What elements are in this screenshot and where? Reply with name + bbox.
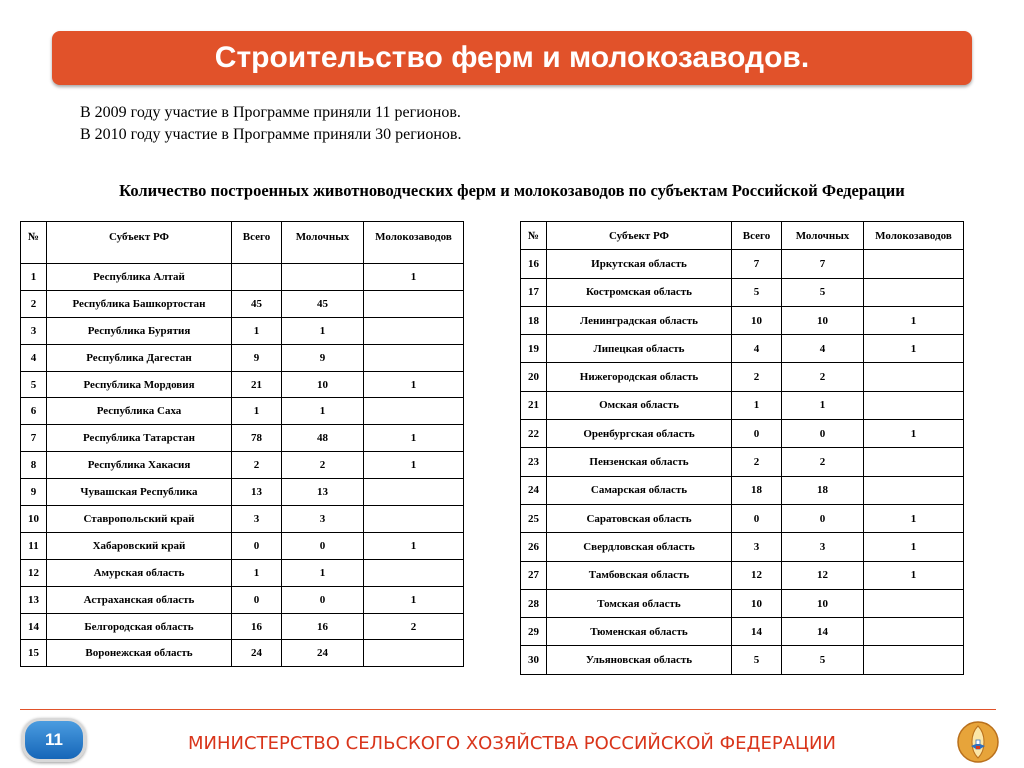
- row-number: 6: [21, 398, 47, 425]
- region-name: Воронежская область: [47, 640, 232, 667]
- table-row: [21, 425, 464, 452]
- row-number: 8: [21, 452, 47, 479]
- table-row: [521, 391, 964, 419]
- table-row: [21, 532, 464, 559]
- row-number: 12: [21, 559, 47, 586]
- header-total: Всего: [732, 222, 782, 250]
- region-name: Республика Мордовия: [47, 371, 232, 398]
- region-name: Тамбовская область: [547, 561, 732, 589]
- dairy-farm-count: 18: [782, 476, 864, 504]
- table-row: [21, 559, 464, 586]
- region-name: Иркутская область: [547, 250, 732, 278]
- dairy-plant-count: [364, 398, 464, 425]
- row-number: 16: [521, 250, 547, 278]
- region-name: Костромская область: [547, 278, 732, 306]
- table-row: [521, 420, 964, 448]
- dairy-farm-count: 0: [782, 420, 864, 448]
- table-row: [521, 335, 964, 363]
- header-dairy-plants: Молокозаводов: [864, 222, 964, 250]
- region-name: Амурская область: [47, 559, 232, 586]
- dairy-plant-count: [864, 448, 964, 476]
- dairy-plant-count: [864, 278, 964, 306]
- row-number: 23: [521, 448, 547, 476]
- dairy-plant-count: [864, 363, 964, 391]
- dairy-plant-count: [864, 391, 964, 419]
- table-row: [21, 264, 464, 291]
- row-number: 9: [21, 479, 47, 506]
- row-number: 28: [521, 589, 547, 617]
- total-count: 24: [232, 640, 282, 667]
- region-name: Республика Саха: [47, 398, 232, 425]
- row-number: 1: [21, 264, 47, 291]
- region-name: Ставропольский край: [47, 506, 232, 533]
- table-row: [521, 533, 964, 561]
- total-count: 21: [232, 371, 282, 398]
- dairy-plant-count: [864, 250, 964, 278]
- region-name: Саратовская область: [547, 504, 732, 532]
- table-row: [21, 398, 464, 425]
- total-count: 4: [732, 335, 782, 363]
- dairy-plant-count: 1: [864, 306, 964, 334]
- row-number: 21: [521, 391, 547, 419]
- row-number: 10: [21, 506, 47, 533]
- dairy-plant-count: 1: [364, 586, 464, 613]
- row-number: 7: [21, 425, 47, 452]
- dairy-plant-count: 1: [364, 371, 464, 398]
- dairy-farm-count: [282, 264, 364, 291]
- header-subject: Субъект РФ: [47, 222, 232, 264]
- dairy-farm-count: 3: [782, 533, 864, 561]
- header-number: №: [21, 222, 47, 264]
- table-row: [21, 506, 464, 533]
- table-row: [521, 561, 964, 589]
- row-number: 24: [521, 476, 547, 504]
- dairy-plant-count: [364, 317, 464, 344]
- header-subject: Субъект РФ: [547, 222, 732, 250]
- dairy-farm-count: 16: [282, 613, 364, 640]
- table-row: [21, 640, 464, 667]
- row-number: 29: [521, 618, 547, 646]
- total-count: 14: [732, 618, 782, 646]
- table-row: [521, 504, 964, 532]
- table-row: [521, 618, 964, 646]
- total-count: 13: [232, 479, 282, 506]
- regions-table-left-body: [21, 264, 464, 667]
- region-name: Республика Алтай: [47, 264, 232, 291]
- region-name: Хабаровский край: [47, 532, 232, 559]
- total-count: [232, 264, 282, 291]
- region-name: Свердловская область: [547, 533, 732, 561]
- region-name: Нижегородская область: [547, 363, 732, 391]
- total-count: 0: [232, 586, 282, 613]
- table-row: [521, 476, 964, 504]
- region-name: Самарская область: [547, 476, 732, 504]
- region-name: Тюменская область: [547, 618, 732, 646]
- region-name: Республика Башкортостан: [47, 290, 232, 317]
- dairy-farm-count: 1: [282, 398, 364, 425]
- table-row: [21, 290, 464, 317]
- region-name: Оренбургская область: [547, 420, 732, 448]
- table-row: [21, 344, 464, 371]
- row-number: 2: [21, 290, 47, 317]
- region-name: Омская область: [547, 391, 732, 419]
- dairy-farm-count: 14: [782, 618, 864, 646]
- page-number-badge: 11: [22, 718, 86, 762]
- title-banner: [52, 31, 972, 85]
- dairy-farm-count: 1: [282, 317, 364, 344]
- total-count: 5: [732, 278, 782, 306]
- dairy-plant-count: [864, 589, 964, 617]
- dairy-farm-count: 10: [782, 589, 864, 617]
- dairy-plant-count: 1: [864, 533, 964, 561]
- dairy-plant-count: [364, 479, 464, 506]
- intro-line-2010: В 2010 году участие в Программе приняли 30 регионов.: [80, 126, 462, 143]
- dairy-farm-count: 2: [782, 448, 864, 476]
- table-row: [521, 278, 964, 306]
- region-name: Пензенская область: [547, 448, 732, 476]
- row-number: 5: [21, 371, 47, 398]
- dairy-plant-count: [864, 618, 964, 646]
- total-count: 7: [732, 250, 782, 278]
- region-name: Республика Бурятия: [47, 317, 232, 344]
- table-row: [21, 586, 464, 613]
- dairy-plant-count: 1: [364, 425, 464, 452]
- dairy-farm-count: 48: [282, 425, 364, 452]
- total-count: 0: [232, 532, 282, 559]
- region-name: Республика Татарстан: [47, 425, 232, 452]
- dairy-plant-count: 1: [364, 264, 464, 291]
- ministry-name: МИНИСТЕРСТВО СЕЛЬСКОГО ХОЗЯЙСТВА РОССИЙСКОЙ ФЕДЕРАЦИИ: [188, 733, 836, 754]
- total-count: 2: [232, 452, 282, 479]
- table-header-row: [521, 222, 964, 250]
- region-name: Республика Дагестан: [47, 344, 232, 371]
- total-count: 78: [232, 425, 282, 452]
- total-count: 3: [732, 533, 782, 561]
- table-row: [521, 306, 964, 334]
- dairy-farm-count: 9: [282, 344, 364, 371]
- dairy-farm-count: 2: [282, 452, 364, 479]
- intro-text: [80, 102, 461, 146]
- total-count: 12: [732, 561, 782, 589]
- total-count: 2: [732, 448, 782, 476]
- dairy-plant-count: [364, 640, 464, 667]
- row-number: 19: [521, 335, 547, 363]
- region-name: Астраханская область: [47, 586, 232, 613]
- table-row: [521, 448, 964, 476]
- total-count: 9: [232, 344, 282, 371]
- total-count: 5: [732, 646, 782, 674]
- table-row: [21, 317, 464, 344]
- regions-table-right: [520, 221, 964, 675]
- row-number: 13: [21, 586, 47, 613]
- table-header-row: [21, 222, 464, 264]
- row-number: 26: [521, 533, 547, 561]
- total-count: 3: [232, 506, 282, 533]
- row-number: 11: [21, 532, 47, 559]
- header-dairy-farms: Молочных: [782, 222, 864, 250]
- region-name: Ульяновская область: [547, 646, 732, 674]
- total-count: 2: [732, 363, 782, 391]
- row-number: 3: [21, 317, 47, 344]
- dairy-plant-count: 1: [364, 532, 464, 559]
- dairy-farm-count: 7: [782, 250, 864, 278]
- header-dairy-plants: Молокозаводов: [364, 222, 464, 264]
- region-name: Чувашская Республика: [47, 479, 232, 506]
- table-row: [21, 613, 464, 640]
- dairy-plant-count: [364, 559, 464, 586]
- regions-table-right-body: [521, 250, 964, 674]
- row-number: 20: [521, 363, 547, 391]
- total-count: 10: [732, 589, 782, 617]
- total-count: 10: [732, 306, 782, 334]
- dairy-plant-count: [364, 344, 464, 371]
- region-name: Белгородская область: [47, 613, 232, 640]
- total-count: 45: [232, 290, 282, 317]
- total-count: 1: [232, 398, 282, 425]
- dairy-farm-count: 24: [282, 640, 364, 667]
- dairy-farm-count: 0: [282, 586, 364, 613]
- table-row: [21, 452, 464, 479]
- row-number: 14: [21, 613, 47, 640]
- total-count: 1: [232, 559, 282, 586]
- dairy-plant-count: [864, 476, 964, 504]
- total-count: 16: [232, 613, 282, 640]
- dairy-farm-count: 3: [282, 506, 364, 533]
- dairy-farm-count: 45: [282, 290, 364, 317]
- header-number: №: [521, 222, 547, 250]
- row-number: 30: [521, 646, 547, 674]
- header-total: Всего: [232, 222, 282, 264]
- dairy-plant-count: 1: [364, 452, 464, 479]
- row-number: 22: [521, 420, 547, 448]
- table-row: [21, 371, 464, 398]
- dairy-plant-count: [364, 290, 464, 317]
- dairy-farm-count: 13: [282, 479, 364, 506]
- row-number: 4: [21, 344, 47, 371]
- table-row: [521, 250, 964, 278]
- dairy-plant-count: [864, 646, 964, 674]
- dairy-farm-count: 0: [282, 532, 364, 559]
- dairy-farm-count: 1: [282, 559, 364, 586]
- table-title: Количество построенных животноводческих ферм и молокозаводов по субъектам Российской Федерации: [119, 181, 905, 200]
- row-number: 15: [21, 640, 47, 667]
- table-row: [521, 589, 964, 617]
- dairy-farm-count: 10: [282, 371, 364, 398]
- total-count: 0: [732, 420, 782, 448]
- dairy-plant-count: [364, 506, 464, 533]
- table-row: [21, 479, 464, 506]
- row-number: 18: [521, 306, 547, 334]
- dairy-farm-count: 5: [782, 278, 864, 306]
- region-name: Ленинградская область: [547, 306, 732, 334]
- dairy-plant-count: 2: [364, 613, 464, 640]
- dairy-plant-count: 1: [864, 561, 964, 589]
- dairy-farm-count: 1: [782, 391, 864, 419]
- dairy-plant-count: 1: [864, 420, 964, 448]
- dairy-farm-count: 5: [782, 646, 864, 674]
- dairy-farm-count: 2: [782, 363, 864, 391]
- dairy-farm-count: 10: [782, 306, 864, 334]
- page-title: Строительство ферм и молокозаводов.: [214, 41, 810, 74]
- footer-divider: [20, 709, 996, 710]
- table-row: [521, 363, 964, 391]
- row-number: 25: [521, 504, 547, 532]
- header-dairy-farms: Молочных: [282, 222, 364, 264]
- dairy-farm-count: 0: [782, 504, 864, 532]
- total-count: 1: [232, 317, 282, 344]
- intro-line-2009: В 2009 году участие в Программе приняли 11 регионов.: [80, 104, 461, 121]
- ministry-emblem-icon: [956, 720, 1000, 764]
- regions-table-left: [20, 221, 464, 667]
- dairy-plant-count: 1: [864, 504, 964, 532]
- table-row: [521, 646, 964, 674]
- dairy-plant-count: 1: [864, 335, 964, 363]
- dairy-farm-count: 12: [782, 561, 864, 589]
- total-count: 1: [732, 391, 782, 419]
- total-count: 18: [732, 476, 782, 504]
- dairy-farm-count: 4: [782, 335, 864, 363]
- region-name: Республика Хакасия: [47, 452, 232, 479]
- region-name: Липецкая область: [547, 335, 732, 363]
- row-number: 17: [521, 278, 547, 306]
- row-number: 27: [521, 561, 547, 589]
- total-count: 0: [732, 504, 782, 532]
- region-name: Томская область: [547, 589, 732, 617]
